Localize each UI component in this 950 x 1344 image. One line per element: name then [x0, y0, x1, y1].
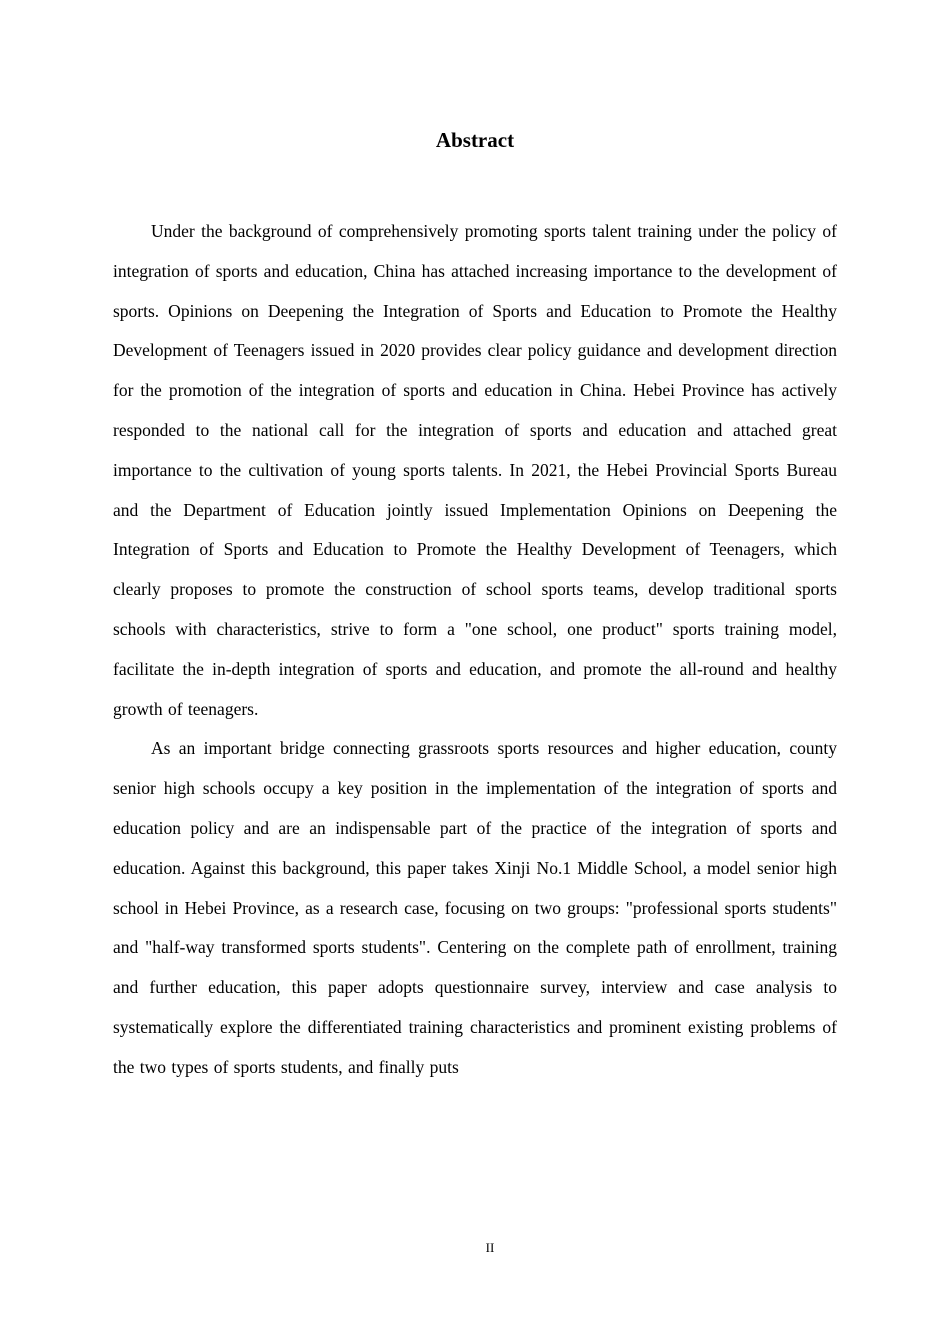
page-number: II: [485, 1240, 495, 1255]
abstract-paragraph-2: As an important bridge connecting grassroots sports resources and higher education, county senior high schools occupy a key position in the implementation of the integration of sports and education policy and are an indispensable part of the practice of the integration of sports and education. Against this background, this paper takes Xinji No.1 Middle School, a model senior high school in Hebei Province, as a research case, focusing on two groups: "professional sports students" and "half-way transformed sports students". Centering on the complete path of enrollment, training and further education, this paper adopts questionnaire survey, interview and case analysis to systematically explore the differentiated training characteristics and prominent existing problems of the two types of sports students, and finally puts: [113, 738, 837, 1077]
abstract-title: Abstract: [435, 128, 515, 152]
abstract-body: [113, 212, 837, 1088]
abstract-paragraph-1: Under the background of comprehensively promoting sports talent training under the policy of integration of sports and education, China has attached increasing importance to the development of sports. Opinions on Deepening the Integration of Sports and Education to Promote the Healthy Development of Teenagers issued in 2020 provides clear policy guidance and development direction for the promotion of the integration of sports and education in China. Hebei Province has actively responded to the national call for the integration of sports and education and attached great importance to the cultivation of young sports talents. In 2021, the Hebei Provincial Sports Bureau and the Department of Education jointly issued Implementation Opinions on Deepening the Integration of Sports and Education to Promote the Healthy Development of Teenagers, which clearly proposes to promote the construction of school sports teams, develop traditional sports schools with characteristics, strive to form a "one school, one product" sports training model, facilitate the in-depth integration of sports and education, and promote the all-round and healthy growth of teenagers.: [113, 221, 837, 719]
